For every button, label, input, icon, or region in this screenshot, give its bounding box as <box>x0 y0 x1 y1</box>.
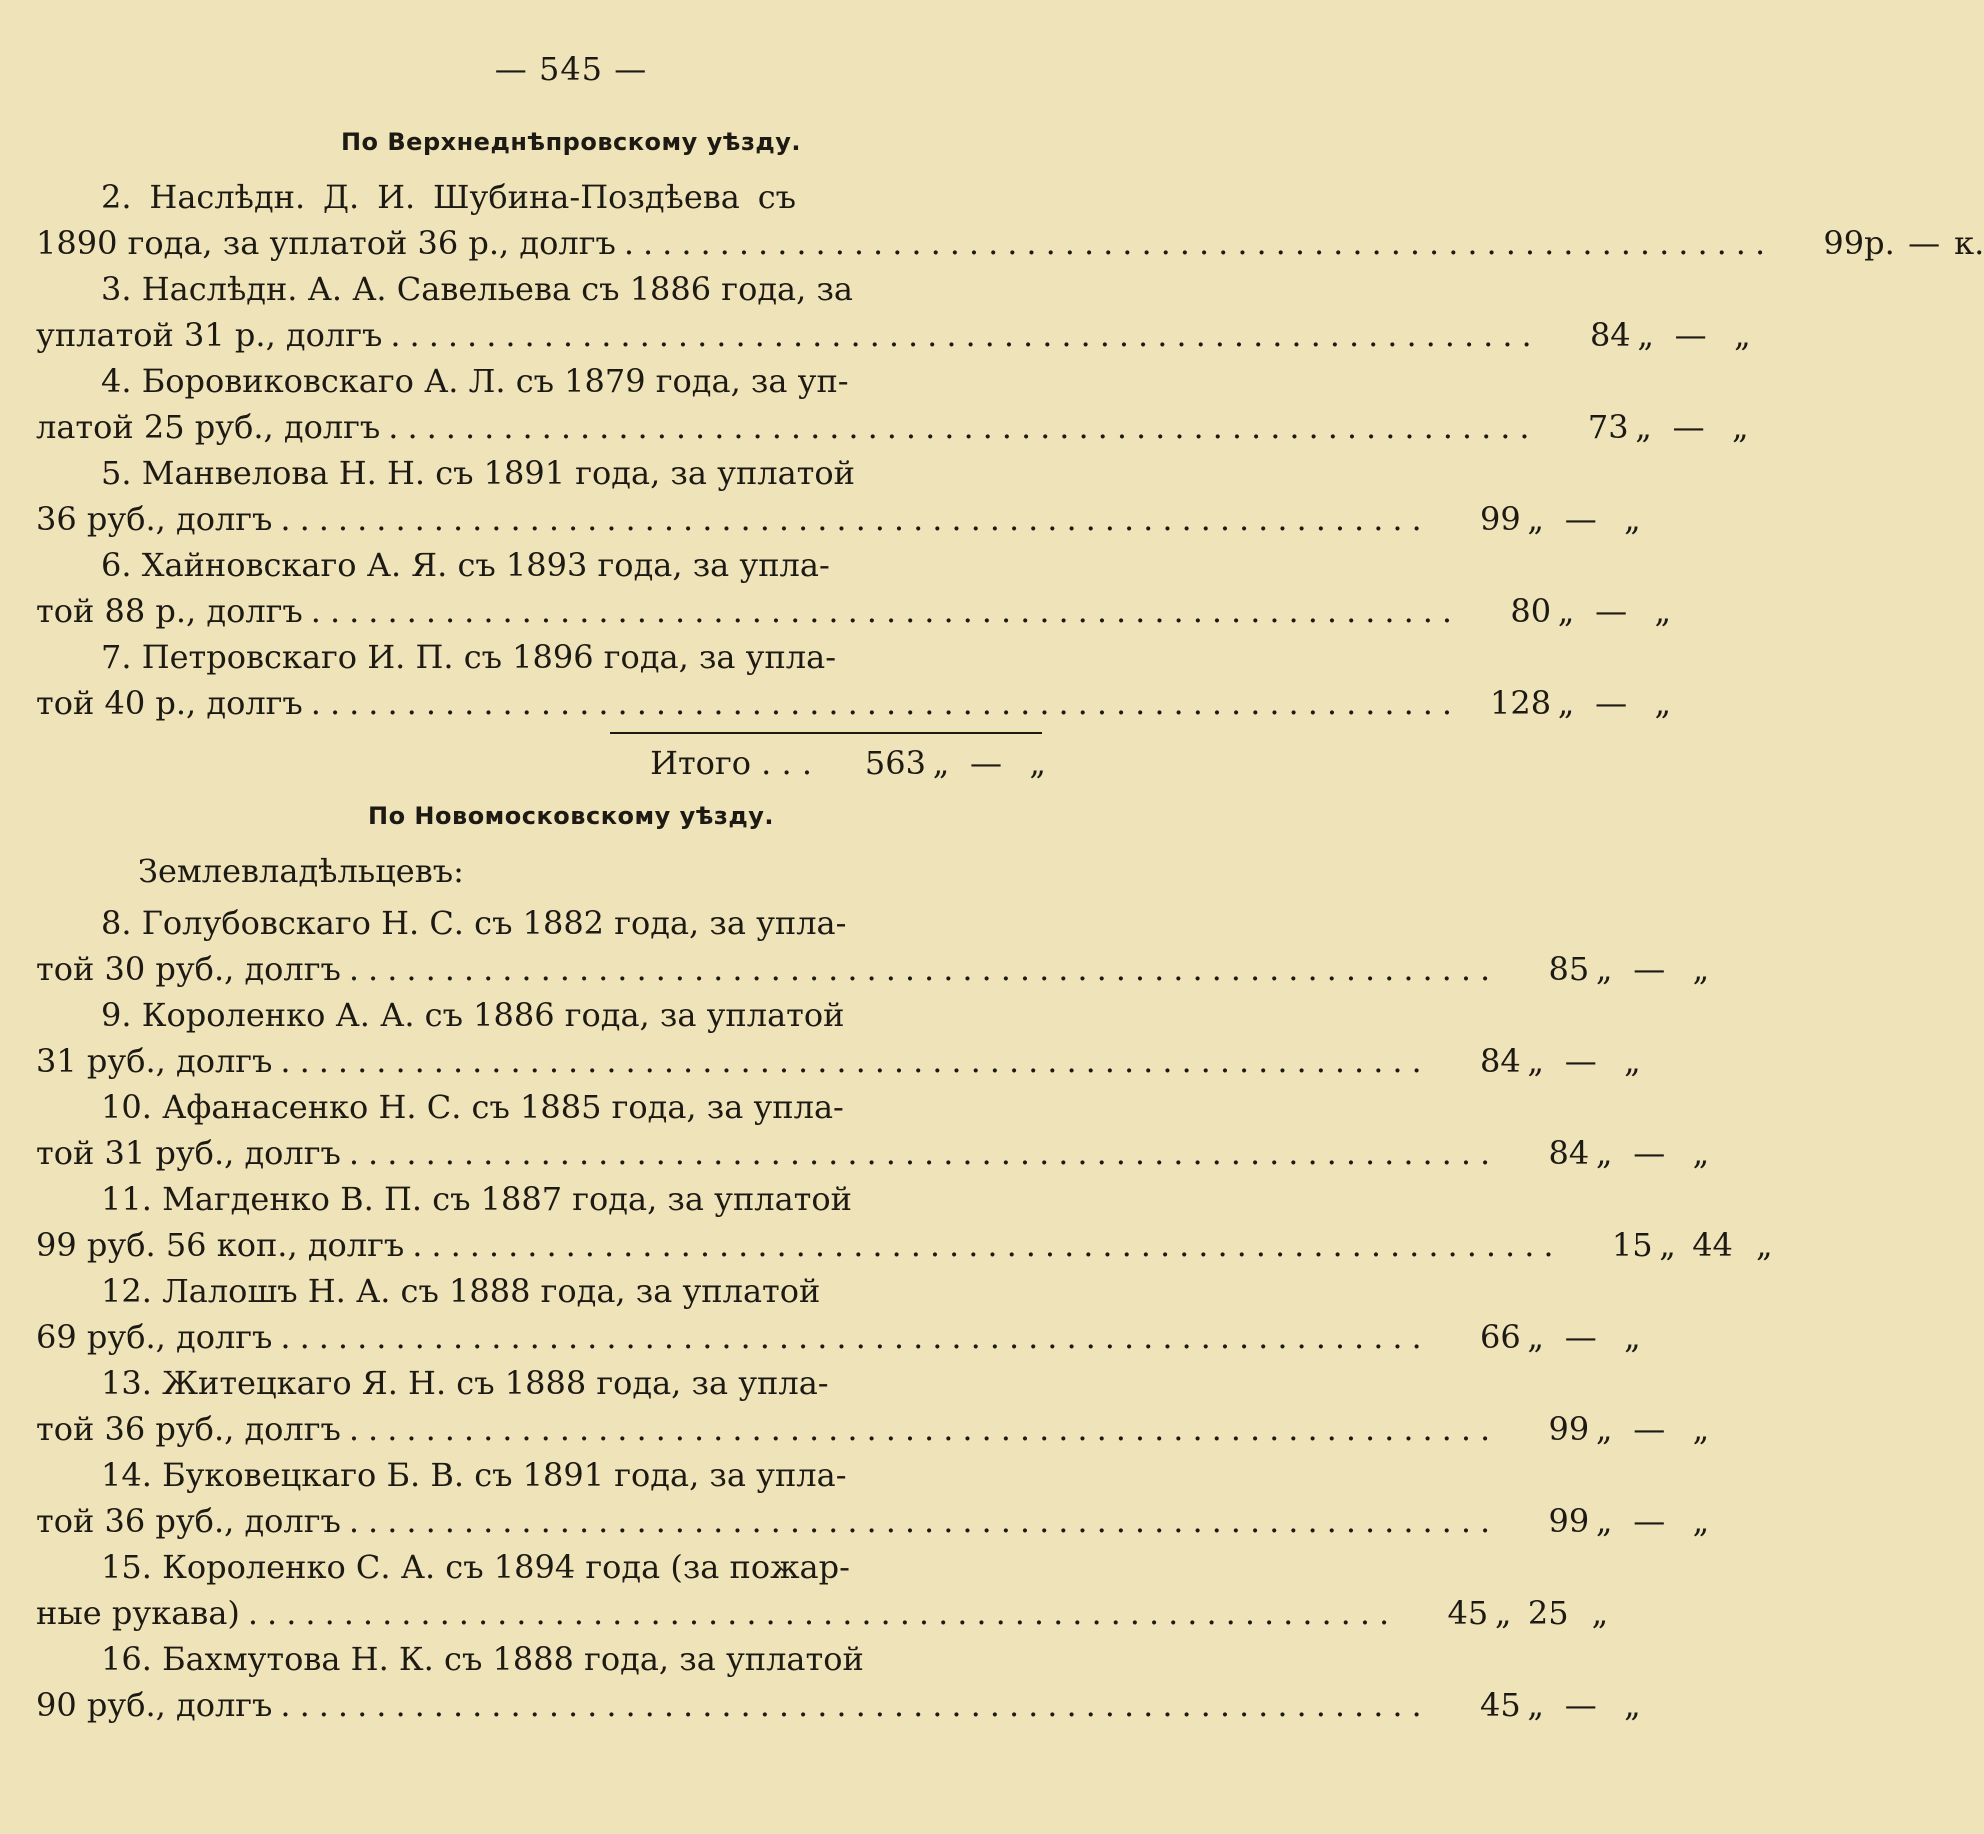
total-kopecks: — <box>970 744 1002 782</box>
entry-rubles: 99 <box>1823 224 1865 262</box>
entry-rubles: 85 <box>1548 950 1590 988</box>
entry-kopecks: — <box>1564 1042 1597 1080</box>
entry-description: 10. Афанасенко Н. С. съ 1885 года, за упла- <box>101 1088 844 1126</box>
entry-unit: „ <box>1654 684 1672 722</box>
entry-unit: к. <box>1954 224 1984 262</box>
entry-rubles: 66 <box>1480 1318 1521 1356</box>
entry-separator: „ <box>1557 684 1575 722</box>
entry-separator: „ <box>1595 1502 1613 1540</box>
total-row <box>36 740 1046 786</box>
ledger-entry <box>36 1544 1609 1636</box>
entry-separator: „ <box>1557 592 1575 630</box>
entry-description: 9. Короленко А. А. съ 1886 года, за уплатой <box>101 996 845 1034</box>
leader-dots: ............................................................ <box>348 1502 1500 1540</box>
page-number: — 545 — <box>494 50 648 88</box>
entry-separator: „ <box>1527 1686 1544 1724</box>
entry-debt-line <box>36 496 1641 542</box>
entry-kopecks: — <box>1564 500 1597 538</box>
entry-amount <box>1461 588 1671 634</box>
entry-debt-line <box>36 1682 1641 1728</box>
entry-separator: „ <box>1635 408 1652 446</box>
entry-kopecks: — <box>1564 1686 1597 1724</box>
entry-separator: „ <box>1527 1042 1544 1080</box>
entry-rubles: 73 <box>1587 408 1629 446</box>
entry-amount <box>1431 1314 1641 1360</box>
entry-debt-text: той 40 р., долгъ <box>36 684 303 722</box>
entry-debt-line <box>36 588 1672 634</box>
entry-separator: „ <box>1595 1410 1613 1448</box>
ledger-entry <box>36 992 1641 1084</box>
entry-amount <box>1431 1038 1641 1084</box>
total-unit: „ <box>1029 744 1046 782</box>
entry-debt-line <box>36 220 1984 266</box>
entry-amount <box>1541 312 1751 358</box>
total-rule <box>610 732 1042 734</box>
leader-dots: ............................................................ <box>412 1226 1563 1264</box>
total-label: Итого . . . <box>650 744 812 782</box>
entry-description: 4. Боровиковскаго А. Л. съ 1879 года, за уп- <box>101 362 849 400</box>
entry-unit: „ <box>1591 1594 1609 1632</box>
entry-debt-text: латой 25 руб., долгъ <box>36 408 381 446</box>
entry-debt-line <box>36 312 1751 358</box>
entry-unit: „ <box>1624 1686 1641 1724</box>
section-heading-verkhnedneprovsky: По Верхнеднѣпровскому уѣзду. <box>340 128 802 156</box>
entry-amount <box>1499 946 1709 992</box>
entry-unit: „ <box>1734 316 1751 354</box>
ledger-entry <box>36 1176 1773 1268</box>
entry-rubles: 99 <box>1480 500 1521 538</box>
entry-debt-text: 99 руб. 56 коп., долгъ <box>36 1226 405 1264</box>
entry-debt-text: ные рукава) <box>36 1594 240 1632</box>
entry-debt-text: 69 руб., долгъ <box>36 1318 273 1356</box>
entry-description: 2. Наслѣдн. Д. И. Шубина-Поздѣева съ <box>101 178 796 216</box>
entry-description: 13. Житецкаго Я. Н. съ 1888 года, за упла- <box>101 1364 829 1402</box>
leader-dots: ............................................................ <box>388 408 1539 446</box>
entry-kopecks: — <box>1564 1318 1597 1356</box>
entry-kopecks: — <box>1595 592 1628 630</box>
leader-dots: ............................................................ <box>247 1594 1399 1632</box>
entry-description: 15. Короленко С. А. съ 1894 года (за пожар- <box>101 1548 850 1586</box>
entry-debt-text: той 36 руб., долгъ <box>36 1502 341 1540</box>
entry-description: 7. Петровскаго И. П. съ 1896 года, за упла- <box>101 638 837 676</box>
entry-debt-line <box>36 1314 1641 1360</box>
leader-dots: ............................................................ <box>348 1134 1500 1172</box>
entry-kopecks: — <box>1595 684 1628 722</box>
leader-dots: ............................................................ <box>348 950 1500 988</box>
entry-debt-line <box>36 1498 1710 1544</box>
total-sep: „ <box>932 744 950 782</box>
entry-rubles: 84 <box>1480 1042 1521 1080</box>
entry-amount <box>1563 1222 1773 1268</box>
entry-amount <box>1499 1130 1709 1176</box>
ledger-entry <box>36 542 1672 634</box>
entry-unit: „ <box>1624 1318 1641 1356</box>
entry-amount <box>1431 1682 1641 1728</box>
entry-separator: „ <box>1494 1594 1512 1632</box>
ledger-entry <box>36 358 1749 450</box>
entry-debt-line <box>36 1590 1609 1636</box>
leader-dots: ............................................................ <box>623 224 1775 262</box>
ledger-entry <box>36 1360 1710 1452</box>
entry-rubles: 45 <box>1480 1686 1521 1724</box>
entry-amount <box>1461 680 1671 726</box>
ledger-entry <box>36 266 1751 358</box>
entry-description: 14. Буковецкаго Б. В. съ 1891 года, за упла- <box>101 1456 847 1494</box>
entry-unit: „ <box>1755 1226 1773 1264</box>
entry-debt-text: той 36 руб., долгъ <box>36 1410 341 1448</box>
entry-amount <box>1499 1498 1709 1544</box>
entry-debt-text: 36 руб., долгъ <box>36 500 273 538</box>
entry-unit: „ <box>1624 500 1641 538</box>
entry-unit: „ <box>1654 592 1672 630</box>
entry-unit: „ <box>1692 1410 1710 1448</box>
entry-debt-text: 1890 года, за уплатой 36 р., долгъ <box>36 224 616 262</box>
entry-amount <box>1499 1406 1709 1452</box>
entry-separator: „ <box>1595 1134 1613 1172</box>
entry-rubles: 99 <box>1548 1410 1590 1448</box>
entry-rubles: 45 <box>1447 1594 1489 1632</box>
entry-kopecks: — <box>1633 1410 1666 1448</box>
entry-description: 11. Магденко В. П. съ 1887 года, за уплатой <box>101 1180 852 1218</box>
leader-dots: ............................................................ <box>280 500 1431 538</box>
entry-debt-line <box>36 1406 1710 1452</box>
leader-dots: ............................................................ <box>390 316 1541 354</box>
entry-rubles: 84 <box>1589 316 1631 354</box>
ledger-entry <box>36 900 1710 992</box>
entry-description: 6. Хайновскаго А. Я. съ 1893 года, за упла- <box>101 546 830 584</box>
section-heading-novomoskovsky: По Новомосковскому уѣзду. <box>368 802 774 830</box>
entry-amount <box>1774 220 1984 266</box>
leader-dots: ............................................................ <box>280 1318 1431 1356</box>
entry-debt-text: той 30 руб., долгъ <box>36 950 341 988</box>
entry-separator: „ <box>1527 1318 1544 1356</box>
entry-debt-text: той 31 руб., долгъ <box>36 1134 341 1172</box>
leader-dots: ............................................................ <box>310 684 1462 722</box>
entry-debt-text: уплатой 31 р., долгъ <box>36 316 383 354</box>
entry-debt-text: той 88 р., долгъ <box>36 592 303 630</box>
entry-description: 16. Бахмутова Н. К. съ 1888 года, за уплатой <box>101 1640 864 1678</box>
ledger-entry <box>36 1084 1710 1176</box>
entry-debt-line <box>36 1222 1773 1268</box>
ledger-entry <box>36 1268 1641 1360</box>
entry-kopecks: — <box>1633 1502 1666 1540</box>
total-rubles: 563 <box>864 744 926 782</box>
ledger-entry <box>36 634 1672 726</box>
entry-debt-line <box>36 404 1749 450</box>
leader-dots: ............................................................ <box>348 1410 1500 1448</box>
entry-kopecks: — <box>1674 316 1707 354</box>
entry-unit: „ <box>1732 408 1749 446</box>
ledger-entry <box>36 174 1984 266</box>
entry-description: 5. Манвелова Н. Н. съ 1891 года, за уплатой <box>101 454 855 492</box>
entry-unit: „ <box>1692 950 1710 988</box>
entry-rubles: 84 <box>1548 1134 1590 1172</box>
entry-kopecks: — <box>1633 1134 1666 1172</box>
entry-kopecks: 25 <box>1527 1594 1569 1632</box>
entry-rubles: 99 <box>1548 1502 1590 1540</box>
entry-debt-text: 31 руб., долгъ <box>36 1042 273 1080</box>
entry-description: 12. Лалошъ Н. А. съ 1888 года, за уплатой <box>101 1272 821 1310</box>
entry-separator: „ <box>1527 500 1544 538</box>
entry-kopecks: 44 <box>1692 1226 1733 1264</box>
entry-separator: „ <box>1595 950 1613 988</box>
entry-debt-line <box>36 946 1710 992</box>
entry-unit: „ <box>1692 1134 1710 1172</box>
entry-rubles: 128 <box>1490 684 1552 722</box>
entry-debt-text: 90 руб., долгъ <box>36 1686 273 1724</box>
leader-dots: ............................................................ <box>280 1042 1431 1080</box>
ledger-entry <box>36 450 1641 542</box>
entry-description: 8. Голубовскаго Н. С. съ 1882 года, за упла- <box>101 904 847 942</box>
entry-description: 3. Наслѣдн. А. А. Савельева съ 1886 года, за <box>101 270 853 308</box>
entry-rubles: 80 <box>1510 592 1552 630</box>
leader-dots: ............................................................ <box>280 1686 1431 1724</box>
leader-dots: ............................................................ <box>310 592 1462 630</box>
entry-kopecks: — <box>1633 950 1666 988</box>
entry-rubles: 15 <box>1611 1226 1653 1264</box>
entry-amount <box>1539 404 1749 450</box>
entry-separator: „ <box>1659 1226 1676 1264</box>
entry-unit: „ <box>1624 1042 1641 1080</box>
landowners-subheading: Землевладѣльцевъ: <box>138 852 464 890</box>
entry-debt-line <box>36 1038 1641 1084</box>
total-amount <box>836 740 1046 786</box>
entry-amount <box>1431 496 1641 542</box>
entry-debt-line <box>36 1130 1710 1176</box>
entry-separator: „ <box>1637 316 1654 354</box>
entry-amount <box>1398 1590 1608 1636</box>
ledger-entry <box>36 1636 1641 1728</box>
ledger-entry <box>36 1452 1710 1544</box>
entry-unit: „ <box>1692 1502 1710 1540</box>
entry-separator: р. <box>1864 224 1895 262</box>
entry-debt-line <box>36 680 1672 726</box>
entry-kopecks: — <box>1908 224 1941 262</box>
entry-kopecks: — <box>1672 408 1705 446</box>
